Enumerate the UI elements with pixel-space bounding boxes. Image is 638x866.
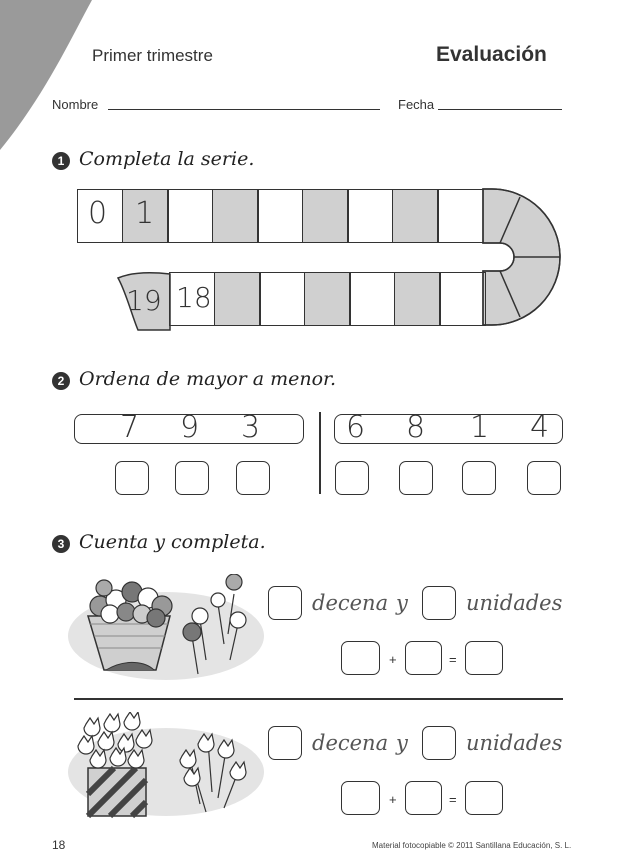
exercise-1-instruction: Completa la serie. — [79, 148, 255, 170]
sum-box[interactable] — [465, 641, 503, 675]
order-answer-box[interactable] — [175, 461, 209, 495]
order-answer-box[interactable] — [462, 461, 496, 495]
exercise-1-number: 1 — [52, 152, 70, 170]
addend-box[interactable] — [405, 641, 442, 675]
series-cell[interactable] — [214, 272, 261, 326]
exercise-2-number: 2 — [52, 372, 70, 390]
series-cell[interactable] — [212, 189, 259, 243]
date-label: Fecha — [398, 97, 435, 112]
sum-box[interactable] — [465, 781, 503, 815]
series-value-18: 18 — [176, 281, 212, 314]
group-b-number: 6 — [346, 410, 366, 445]
series-value-0: 0 — [88, 196, 108, 231]
group-a-number: 9 — [180, 410, 200, 445]
series-cell[interactable] — [167, 189, 214, 243]
name-label: Nombre — [52, 97, 99, 112]
exercise-2-instruction: Ordena de mayor a menor. — [79, 368, 337, 390]
order-answer-box[interactable] — [527, 461, 561, 495]
y-word: y — [396, 731, 408, 755]
group-b-number: 8 — [406, 410, 426, 445]
units-box[interactable] — [422, 586, 456, 620]
group-a-number: 3 — [241, 410, 261, 445]
series-cell[interactable] — [259, 272, 306, 326]
series-cell[interactable] — [394, 272, 441, 326]
group-divider — [319, 412, 321, 494]
exercise-3-instruction: Cuenta y completa. — [79, 531, 266, 553]
term-label: Primer trimestre — [92, 46, 213, 65]
group-b-number: 1 — [470, 410, 490, 445]
page-number: 18 — [52, 838, 66, 852]
series-cell[interactable] — [257, 189, 304, 243]
page-title: Evaluación — [436, 43, 547, 66]
series-cell[interactable] — [439, 272, 486, 326]
series-cell[interactable] — [392, 189, 439, 243]
exercise-3-number: 3 — [52, 535, 70, 553]
series-curve — [482, 187, 566, 327]
series-cell[interactable] — [304, 272, 351, 326]
equals-sign: = — [449, 792, 457, 807]
series-cell[interactable] — [437, 189, 484, 243]
group-b-number: 4 — [530, 410, 550, 445]
addend-box[interactable] — [341, 781, 380, 815]
order-answer-box[interactable] — [335, 461, 369, 495]
section-divider — [74, 698, 563, 700]
equals-sign: = — [449, 652, 457, 667]
lollipops-illustration — [66, 574, 266, 686]
group-a-number: 7 — [120, 410, 140, 445]
copyright-notice: Material fotocopiable © 2011 Santillana Educación, S. L. — [372, 841, 572, 850]
plus-sign: + — [389, 652, 397, 667]
plus-sign: + — [389, 792, 397, 807]
series-cell[interactable] — [122, 189, 169, 243]
order-answer-box[interactable] — [115, 461, 149, 495]
units-box[interactable] — [422, 726, 456, 760]
y-word: y — [396, 591, 408, 615]
series-cell[interactable] — [169, 272, 216, 326]
addend-box[interactable] — [405, 781, 442, 815]
tens-box[interactable] — [268, 586, 302, 620]
series-cell[interactable] — [347, 189, 394, 243]
series-value-1: 1 — [135, 196, 155, 231]
decena-word: decena — [312, 591, 389, 615]
order-answer-box[interactable] — [399, 461, 433, 495]
series-cell[interactable] — [349, 272, 396, 326]
order-answer-box[interactable] — [236, 461, 270, 495]
series-cell[interactable] — [302, 189, 349, 243]
series-cell[interactable] — [77, 189, 124, 243]
decena-word: decena — [312, 731, 389, 755]
addend-box[interactable] — [341, 641, 380, 675]
tens-box[interactable] — [268, 726, 302, 760]
series-value-19: 19 — [126, 284, 162, 317]
unidades-word: unidades — [466, 591, 563, 615]
numbers-group-b — [334, 414, 563, 444]
unidades-word: unidades — [466, 731, 563, 755]
flowers-illustration — [66, 712, 266, 822]
